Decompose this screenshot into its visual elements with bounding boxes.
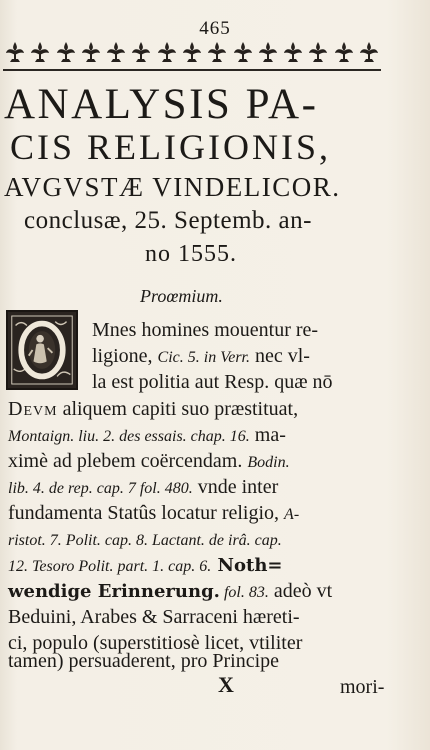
historiated-initial-O-icon xyxy=(6,310,78,390)
body-text: vnde inter xyxy=(192,476,279,498)
citation: A- xyxy=(284,506,300,523)
fleuron-icon xyxy=(104,40,128,64)
body-line-10 xyxy=(8,554,283,577)
fleuron-icon xyxy=(129,40,153,64)
fleuron-icon xyxy=(28,40,52,64)
title-line-5: no 1555. xyxy=(145,241,237,267)
blackletter-text: Noth= xyxy=(211,555,283,576)
body-text: ma- xyxy=(249,424,286,446)
body-text: aliquem capiti suo præstituat, xyxy=(57,398,299,420)
fleuron-icon xyxy=(205,40,229,64)
body-line-4 xyxy=(8,398,298,421)
body-text: ci, populo (superstitiosè licet, vtiliter xyxy=(8,632,303,654)
body-line-9 xyxy=(8,528,282,551)
fleuron-icon xyxy=(357,40,381,64)
body-text: Mnes homines mouentur re- xyxy=(92,319,319,341)
body-text: ligione, xyxy=(92,345,158,367)
body-text: tamen) persuaderent, pro Principe xyxy=(8,650,280,672)
body-line-8 xyxy=(8,502,299,525)
body-line-5 xyxy=(8,424,286,447)
header-rule xyxy=(3,69,381,71)
body-line-3 xyxy=(92,371,333,394)
fleuron-icon xyxy=(155,40,179,64)
title-line-3: AVGVSTÆ VINDELICOR. xyxy=(4,172,341,202)
body-text: fundamenta Statûs locatur religio, xyxy=(8,502,285,524)
catchword: mori- xyxy=(340,676,385,698)
body-line-1 xyxy=(92,319,318,342)
fleuron-icon xyxy=(281,40,305,64)
citation: lib. 4. de rep. cap. 7 fol. 480. xyxy=(8,480,193,497)
title-line-2: CIS RELIGIONIS, xyxy=(10,127,331,167)
body-text: nec vl- xyxy=(250,345,310,367)
citation: Bodin. xyxy=(247,454,290,471)
body-line-14 xyxy=(8,650,279,673)
citation: Montaign. liu. 2. des essais. chap. 16. xyxy=(8,428,250,445)
body-text: la est politia aut Resp. quæ nō xyxy=(92,371,333,393)
body-text: adeò vt xyxy=(268,580,333,602)
fleuron-icon xyxy=(180,40,204,64)
body-line-7 xyxy=(8,476,278,499)
title-line-1: ANALYSIS PA- xyxy=(4,81,319,128)
fleuron-border xyxy=(3,40,381,64)
fleuron-icon xyxy=(79,40,103,64)
small-caps-word: Devm xyxy=(8,398,58,420)
citation: 12. Tesoro Polit. part. 1. cap. 6. xyxy=(8,558,212,575)
fleuron-icon xyxy=(54,40,78,64)
body-line-11 xyxy=(8,580,332,603)
body-text: Beduini, Arabes & Sarraceni hæreti- xyxy=(8,606,300,628)
fleuron-icon xyxy=(256,40,280,64)
body-line-12 xyxy=(8,606,300,629)
section-heading: Proœmium. xyxy=(140,286,223,306)
citation: fol. 83. xyxy=(219,584,269,601)
fleuron-icon xyxy=(231,40,255,64)
page-number: 465 xyxy=(199,18,231,39)
body-line-2 xyxy=(92,345,310,368)
blackletter-text: wendige Erinnerung. xyxy=(8,581,220,602)
fleuron-icon xyxy=(306,40,330,64)
fleuron-icon xyxy=(332,40,356,64)
fleuron-icon xyxy=(3,40,27,64)
citation: Cic. 5. in Verr. xyxy=(157,349,250,366)
body-text: ximè ad plebem coërcendam. xyxy=(8,450,248,472)
body-line-6 xyxy=(8,450,290,473)
citation: ristot. 7. Polit. cap. 8. Lactant. de irâ. cap. xyxy=(8,532,282,549)
title-line-4: conclusæ, 25. Septemb. an- xyxy=(24,207,312,234)
signature-mark: X xyxy=(218,672,234,697)
